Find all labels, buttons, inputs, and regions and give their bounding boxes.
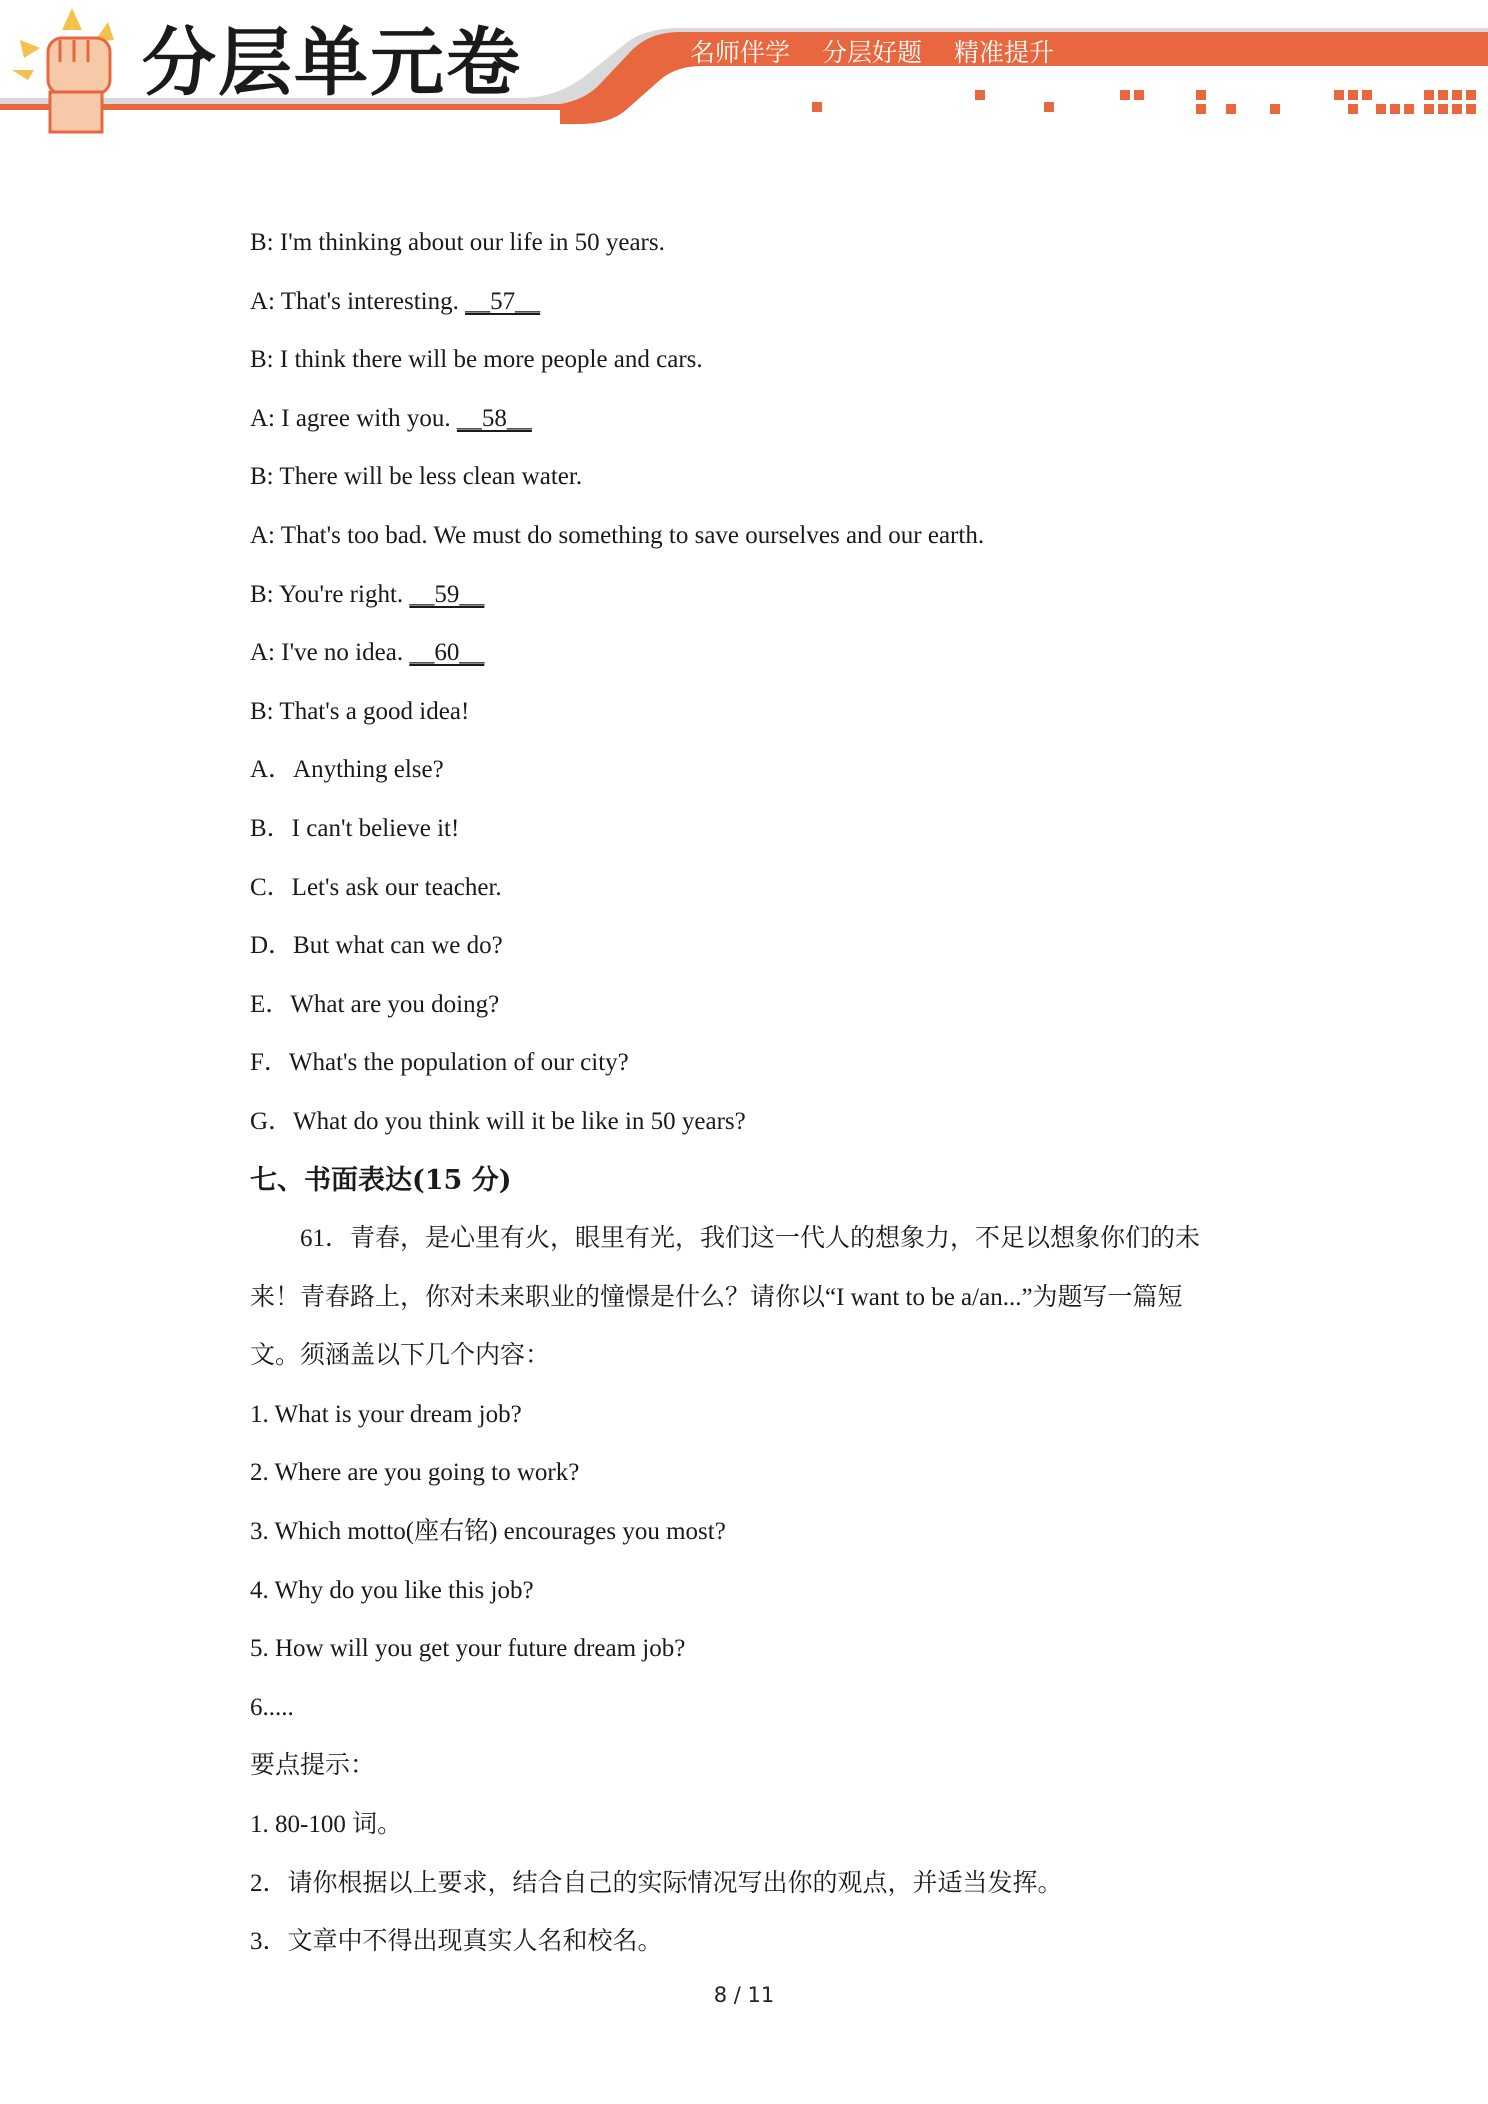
slogan-1: 名师伴学 [690, 38, 791, 67]
dialogue-line: B: You're right. __59__ [250, 580, 485, 608]
dialogue-line: A: That's too bad. We must do something to save ourselves and our earth. [250, 521, 985, 549]
option-e: E．What are you doing? [250, 990, 500, 1018]
question-item: 1. What is your dream job? [250, 1400, 522, 1428]
dialogue-line: B: I'm thinking about our life in 50 years. [250, 229, 665, 256]
dialogue-line: A: I've no idea. __60__ [250, 639, 485, 667]
brand-title: 分层单元卷 [142, 20, 522, 106]
tips-title: 要点提示： [250, 1752, 376, 1780]
tip-item: 3．文章中不得出现真实人名和校名。 [250, 1928, 663, 1956]
prompt-line: 来！青春路上，你对未来职业的憧憬是什么？请你以“I want to be a/an...”为题写一篇短 [250, 1283, 1183, 1311]
question-item: 3. Which motto(座右铭) encourages you most? [250, 1518, 726, 1546]
page-content [250, 220, 1250, 1978]
dialogue-line: A: That's interesting. __57__ [250, 287, 541, 315]
page-header [0, 0, 1488, 140]
dialogue-line: B: I think there will be more people and cars. [250, 346, 703, 374]
option-c: C．Let's ask our teacher. [250, 873, 502, 901]
prompt-line: 61．青春，是心里有火，眼里有光，我们这一代人的想象力，不足以想象你们的未 [300, 1225, 1201, 1253]
answer-blank: __59__ [409, 580, 485, 608]
question-item: 4. Why do you like this job? [250, 1576, 534, 1604]
section-title: 七、书面表达(15 分) [250, 1164, 512, 1196]
answer-blank: __57__ [465, 287, 541, 315]
slogan-3: 精准提升 [953, 38, 1054, 67]
slogan-2: 分层好题 [821, 38, 922, 67]
option-a: A．Anything else? [250, 756, 444, 784]
question-item: 2. Where are you going to work? [250, 1459, 580, 1487]
dialogue-line: A: I agree with you. __58__ [250, 404, 532, 432]
question-item: 6..... [250, 1693, 294, 1721]
dialogue-line: B: That's a good idea! [250, 697, 470, 725]
prompt-line: 文。须涵盖以下几个内容： [250, 1342, 551, 1370]
option-b: B．I can't believe it! [250, 814, 460, 842]
tip-item: 1. 80-100 词。 [250, 1811, 403, 1839]
header-slogans [690, 36, 1078, 70]
option-d: D．But what can we do? [250, 932, 503, 960]
answer-blank: __60__ [409, 639, 485, 667]
option-f: F．What's the population of our city? [250, 1049, 629, 1077]
page-number: 8 / 11 [713, 1983, 775, 2007]
dialogue-line: B: There will be less clean water. [250, 463, 583, 491]
answer-blank: __58__ [456, 404, 532, 432]
question-item: 5. How will you get your future dream job? [250, 1635, 686, 1663]
tip-item: 2．请你根据以上要求，结合自己的实际情况写出你的观点，并适当发挥。 [250, 1869, 1063, 1897]
option-g: G．What do you think will it be like in 50 years? [250, 1107, 746, 1135]
